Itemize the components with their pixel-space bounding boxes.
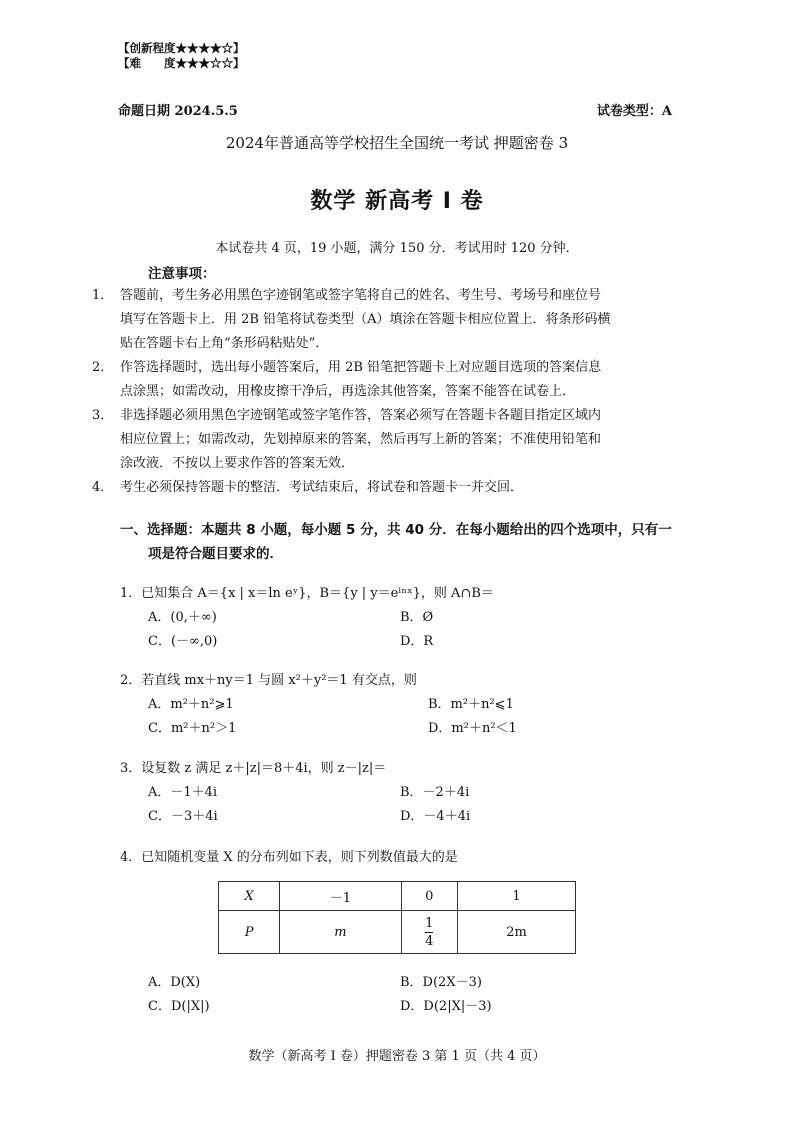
q4-option-c: C．D(|X|) xyxy=(148,999,210,1014)
q1-option-a: A．(0,＋∞) xyxy=(148,610,217,625)
notes-heading: 注意事项： xyxy=(148,266,216,282)
q3-option-b: B．－2＋4i xyxy=(400,785,470,800)
note-line: 非选择题必须用黑色字迹钢笔或签字笔作答，答案必须写在答题卡各题目指定区域内 xyxy=(120,408,602,423)
q4-option-a: A．D(X) xyxy=(148,975,201,990)
q2-option-d: D．m²＋n²＜1 xyxy=(428,721,517,736)
exam-info: 本试卷共 4 页，19 小题，满分 150 分．考试用时 120 分钟． xyxy=(215,241,579,256)
distribution-table xyxy=(218,881,576,954)
note-item-3 xyxy=(92,404,676,476)
note-line: 贴在答题卡右上角“条形码粘贴处”． xyxy=(120,336,329,351)
note-line: 相应位置上；如需改动，先划掉原来的答案，然后再写上新的答案；不准使用铅笔和 xyxy=(120,432,602,447)
table-cell: 2m xyxy=(457,911,575,954)
paper-type: 试卷类型：A xyxy=(596,104,672,119)
note-number: 4． xyxy=(92,480,114,495)
q2-option-b: B．m²＋n²⩽1 xyxy=(428,697,514,712)
note-number: 3． xyxy=(92,408,114,423)
note-line: 涂改液．不按以上要求作答的答案无效． xyxy=(120,456,355,471)
table-cell: 1 xyxy=(457,882,575,911)
section-heading-line1: 一、选择题：本题共 8 小题，每小题 5 分，共 40 分．在每小题给出的四个选项中，只有一 xyxy=(120,522,672,538)
note-line: 考生必须保持答题卡的整洁．考试结束后，将试卷和答题卡一并交回． xyxy=(120,480,524,495)
question-3-stem: 3．设复数 z 满足 z＋|z|＝8＋4i，则 z－|z|＝ xyxy=(120,761,387,776)
page-footer: 数学（新高考 I 卷）押题密卷 3 第 1 页（共 4 页） xyxy=(248,1049,546,1064)
note-line: 答题前，考生务必用黑色字迹钢笔或签字笔将自己的姓名、考生号、考场号和座位号 xyxy=(120,288,602,303)
section-heading-line2: 项是符合题目要求的． xyxy=(148,546,283,562)
q4-option-b: B．D(2X－3) xyxy=(400,975,482,990)
table-cell: P xyxy=(219,911,280,954)
table-cell: 0 xyxy=(401,882,457,911)
exam-date: 命题日期 2024.5.5 xyxy=(118,104,238,119)
question-1-stem: 1．已知集合 A＝{x | x＝ln eʸ}，B＝{y | y＝eˡⁿˣ}，则 A∩B＝ xyxy=(120,586,494,601)
innovation-rating: 【创新程度★★★★☆】 xyxy=(118,41,245,55)
q3-option-a: A．－1＋4i xyxy=(148,785,218,800)
q1-option-d: D．R xyxy=(400,634,434,649)
note-line: 作答选择题时，选出每小题答案后，用 2B 铅笔把答题卡上对应题目选项的答案信息 xyxy=(120,360,602,375)
table-row xyxy=(219,911,576,954)
question-4-stem: 4．已知随机变量 X 的分布列如下表，则下列数值最大的是 xyxy=(120,850,458,865)
table-cell: －1 xyxy=(280,882,401,911)
note-line: 填写在答题卡上．用 2B 铅笔将试卷类型（A）填涂在答题卡相应位置上．将条形码横 xyxy=(120,312,611,327)
fraction-numerator: 1 xyxy=(425,915,434,931)
q1-option-c: C．(－∞,0) xyxy=(148,634,218,649)
question-2-stem: 2．若直线 mx＋ny＝1 与圆 x²＋y²＝1 有交点，则 xyxy=(120,673,417,688)
q3-option-d: D．－4＋4i xyxy=(400,809,471,824)
note-item-4 xyxy=(92,476,676,500)
table-row xyxy=(219,882,576,911)
table-cell: m xyxy=(280,911,401,954)
q2-option-c: C．m²＋n²＞1 xyxy=(148,721,237,736)
fraction xyxy=(425,916,433,949)
q3-option-c: C．－3＋4i xyxy=(148,809,218,824)
fraction-denominator: 4 xyxy=(425,933,434,949)
difficulty-rating: 【难 度★★★☆☆】 xyxy=(118,56,245,70)
table-cell-fraction xyxy=(401,911,457,954)
table-cell: X xyxy=(219,882,280,911)
note-item-1 xyxy=(92,284,676,356)
q1-option-b: B．Ø xyxy=(400,610,434,625)
note-item-2 xyxy=(92,356,676,404)
fraction-bar xyxy=(425,932,433,933)
note-number: 2． xyxy=(92,360,114,375)
exam-title: 2024年普通高等学校招生全国统一考试 押题密卷 3 xyxy=(225,134,569,152)
q2-option-a: A．m²＋n²⩾1 xyxy=(148,697,234,712)
subject-title: 数学 新高考 I 卷 xyxy=(310,189,484,214)
note-number: 1． xyxy=(92,288,114,303)
note-line: 点涂黑；如需改动，用橡皮擦干净后，再选涂其他答案，答案不能答在试卷上． xyxy=(120,384,576,399)
q4-option-d: D．D(2|X|－3) xyxy=(400,999,492,1014)
